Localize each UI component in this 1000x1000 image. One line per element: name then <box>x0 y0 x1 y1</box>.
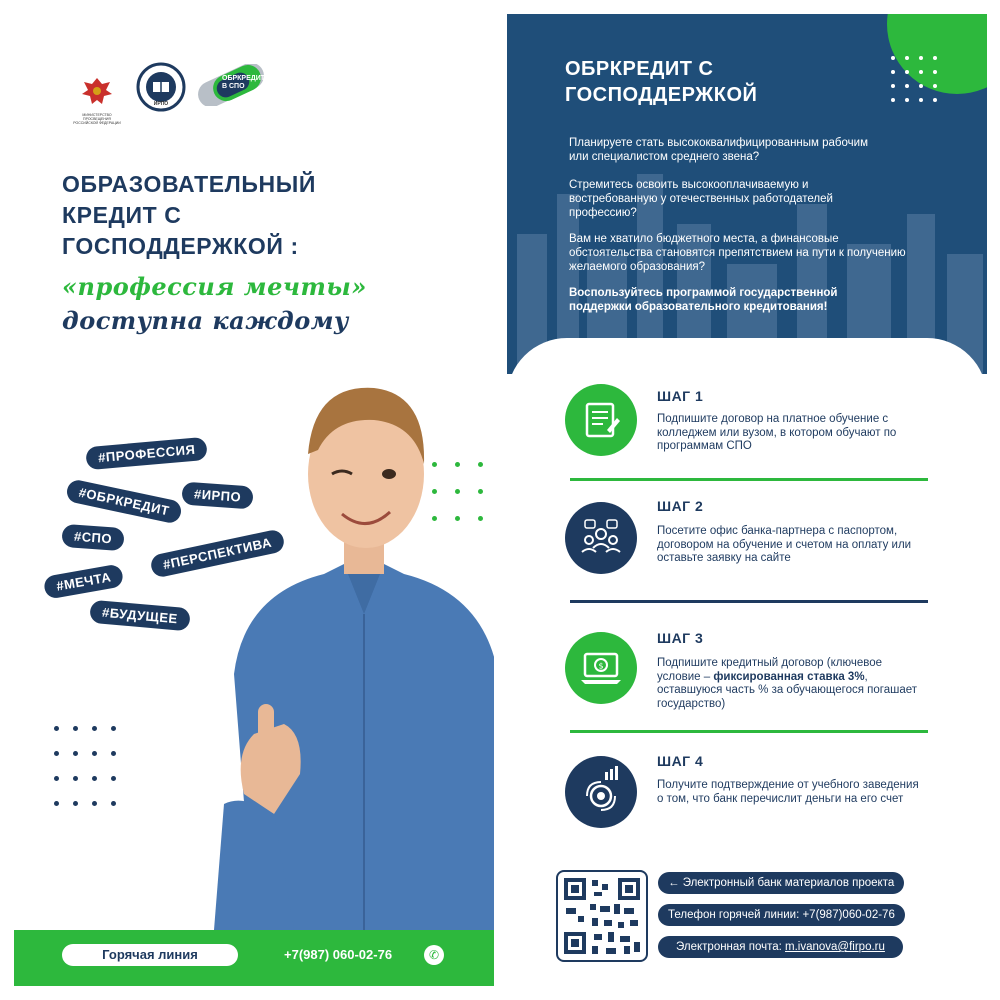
project-materials-link[interactable]: ← Электронный банк материалов проекта <box>658 872 904 894</box>
paragraph-budget-place: Вам не хватило бюджетного места, а финансовые обстоятельства становятся препятствием на пути к получению желаемого образования? <box>569 233 906 273</box>
step-4-title: ШАГ 4 <box>657 753 704 769</box>
paragraph-call-to-action: Воспользуйтесь программой государственной поддержки образовательного кредитования! <box>569 287 838 313</box>
step-4-text: Получите подтверждение от учебного заведения о том, что банк перечислит деньги на его счет <box>657 779 919 805</box>
white-dot-pattern <box>891 56 937 102</box>
step-2-text: Посетите офис банка-партнера с паспортом, договором на обучение и счетом на оплату или оставьте заявку на сайте <box>657 525 912 564</box>
available-to-everyone-slogan: доступна каждому <box>62 306 349 335</box>
email-info[interactable]: Электронная почта: m.ivanova@firpo.ru <box>658 936 903 958</box>
left-panel <box>14 14 494 986</box>
tag-spo: #СПО <box>61 524 125 551</box>
laptop-credit-icon <box>565 632 637 704</box>
tag-future: #БУДУЩЕЕ <box>89 600 190 632</box>
fixed-rate-highlight: фиксированная ставка 3% <box>713 670 865 683</box>
right-title: ОБРКРЕДИТ С ГОСПОДДЕРЖКОЙ <box>565 58 758 106</box>
qr-code-icon <box>558 872 646 960</box>
navy-dot-pattern <box>54 726 116 806</box>
email-link[interactable]: m.ivanova@firpo.ru <box>785 941 885 953</box>
smiling-man-thumbs-up-illustration <box>214 374 494 930</box>
eagle-emblem-icon <box>72 74 122 108</box>
tag-perspective: #ПЕРСПЕКТИВА <box>149 528 286 578</box>
tag-dream: #МЕЧТА <box>43 563 125 599</box>
step-1-text: Подпишите договор на платное обучение с колледжем или вузом, в котором обучают по программам СПО <box>657 413 897 452</box>
tag-profession: #ПРОФЕССИЯ <box>85 437 208 470</box>
qr-code[interactable] <box>556 870 648 962</box>
svg-text:$: $ <box>598 661 604 671</box>
paragraph-qualified-worker: Планируете стать высококвалифицированным рабочим или специалистом среднего звена? <box>569 137 868 163</box>
obrkredit-logo <box>194 64 272 106</box>
hotline-phone[interactable]: +7(987) 060-02-76 <box>284 947 393 962</box>
irpo-logo <box>136 62 186 112</box>
main-title: ОБРАЗОВАТЕЛЬНЫЙ КРЕДИТ С ГОСПОДДЕРЖКОЙ : <box>62 171 316 259</box>
bank-office-people-icon <box>565 502 637 574</box>
step-3-text: Подпишите кредитный договор (ключевое условие – фиксированная ставка 3%, оставшуюся часть % за обучающегося погашает государство) <box>657 657 918 710</box>
step-divider-3 <box>570 730 928 733</box>
right-info-panel <box>507 14 987 374</box>
dream-profession-slogan: «профессия мечты» <box>62 272 367 301</box>
money-transfer-icon <box>565 756 637 828</box>
irpo-logo-text: ИРПО <box>153 101 169 107</box>
phone-icon[interactable]: ✆ <box>424 945 444 965</box>
step-divider-2 <box>570 600 928 603</box>
obrkredit-logo-text: ОБРКРЕДИТ В СПО <box>222 75 266 90</box>
hotline-phone-info[interactable]: Телефон горячей линии: +7(987)060-02-76 <box>658 904 905 926</box>
paragraph-high-paid-profession: Стремитесь освоить высокооплачиваемую и востребованную у отечественных работодателей профессию? <box>569 179 833 219</box>
tag-irpo: #ИРПО <box>181 482 254 510</box>
step-1-title: ШАГ 1 <box>657 388 704 404</box>
contract-document-icon <box>565 384 637 456</box>
step-2-circle <box>565 502 637 574</box>
step-2-title: ШАГ 2 <box>657 498 704 514</box>
step-3-circle <box>565 632 637 704</box>
step-divider-1 <box>570 478 928 481</box>
ministry-logo-text: МИНИСТЕРСТВО ПРОСВЕЩЕНИЯ РОССИЙСКОЙ ФЕДЕРАЦИИ <box>73 113 121 125</box>
green-dot-pattern <box>432 462 483 521</box>
step-3-title: ШАГ 3 <box>657 630 704 646</box>
ministry-logo <box>72 74 122 125</box>
hotline-label: Горячая линия <box>62 944 238 966</box>
tag-obrkredit: #ОБРКРЕДИТ <box>65 478 183 525</box>
step-4-circle <box>565 756 637 828</box>
step-1-circle <box>565 384 637 456</box>
